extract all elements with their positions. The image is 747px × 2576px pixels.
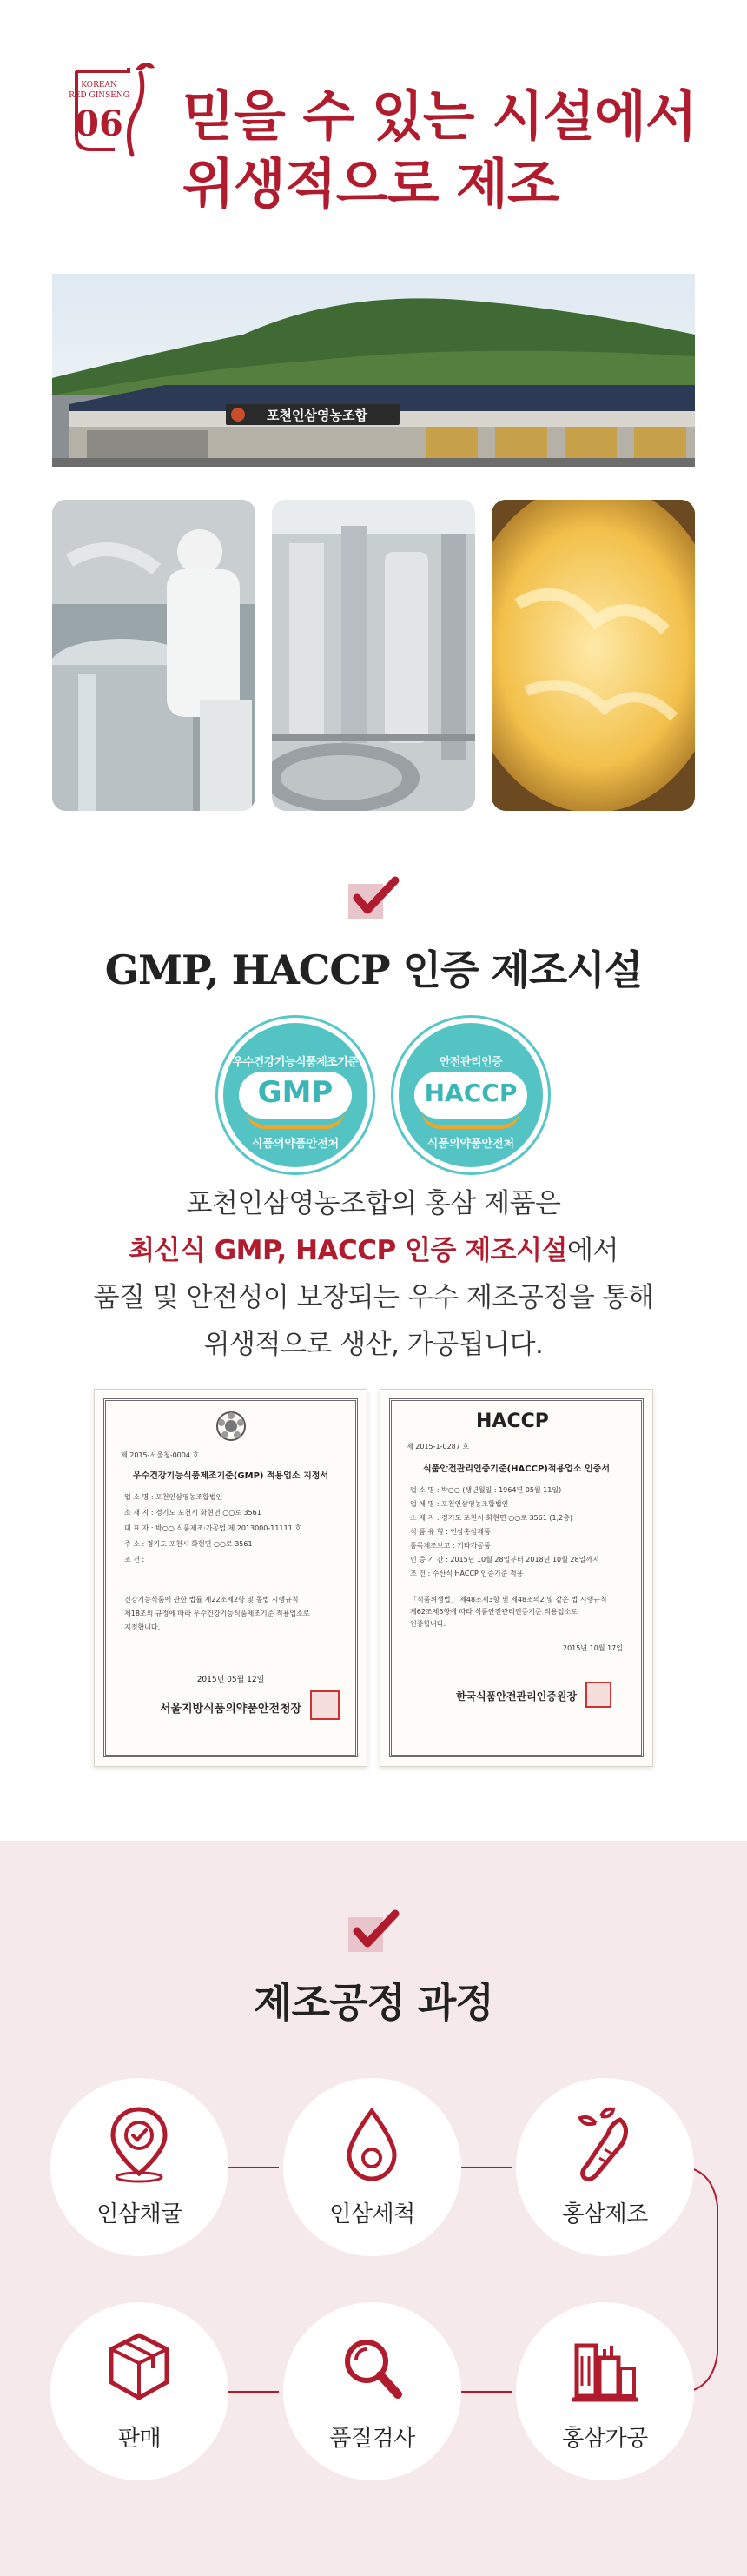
haccp-logo xyxy=(391,1015,551,1175)
process-step-ginseng-wash xyxy=(283,2078,461,2256)
haccp-logo-top-text: 안전관리인증 xyxy=(439,1056,503,1069)
checkbox-check-icon xyxy=(347,1909,400,1954)
location-check-icon xyxy=(104,2104,174,2184)
haccp-cert-number: 제 2015-1-0287 호 xyxy=(407,1443,470,1451)
gmp-description xyxy=(0,1180,747,1368)
process-step-red-ginseng-make xyxy=(516,2078,694,2256)
haccp-cert-issuer: 한국식품안전관리인증원장 xyxy=(455,1690,578,1703)
gmp-logo-inner xyxy=(223,1023,367,1167)
process-title: 제조공정 과정 xyxy=(254,1979,493,2026)
haccp-cert-row: 조 건 : 수산식 HACCP 인증기준 적용 xyxy=(410,1570,524,1577)
haccp-certificate-document xyxy=(380,1389,653,1767)
headline-line2: 위생적으로 제조 xyxy=(182,152,559,216)
gmp-cert-row: 대 표 자 : 박○○ 식품제조·가공업 제 2013000-11111 호 xyxy=(124,1524,301,1532)
gmp-section-title: GMP, HACCP 인증 제조시설 xyxy=(104,946,643,993)
official-stamp xyxy=(585,1682,611,1708)
magnifier-icon xyxy=(337,2328,407,2408)
worker-at-tank-photo xyxy=(52,500,255,811)
badge-line1: KOREAN xyxy=(81,81,117,90)
gmp-cert-title: 우수건강기능식품제조기준(GMP) 적용업소 지정서 xyxy=(132,1471,329,1481)
desc-highlight: 최신식 GMP, HACCP 인증 제조시설 xyxy=(129,1235,568,1266)
government-emblem-icon xyxy=(214,1409,248,1444)
process-step-red-ginseng-process xyxy=(516,2302,694,2480)
gmp-cert-body: 제18조의 규정에 따라 우수건강기능식품제조기준 적용업소로 xyxy=(124,1610,310,1617)
checkbox-check-icon xyxy=(347,875,400,920)
box-icon xyxy=(104,2328,174,2408)
process-step-label: 판매 xyxy=(117,2426,162,2452)
headline-line1: 믿을 수 있는 시설에서 xyxy=(182,84,697,148)
gmp-cert-body: 건강기능식품에 관한 법률 제22조제2항 및 동법 시행규칙 xyxy=(124,1596,299,1603)
desc-line4: 위생적으로 생산, 가공됩니다. xyxy=(203,1329,544,1360)
red-ginseng-badge xyxy=(61,52,167,165)
gmp-cert-body: 지정합니다. xyxy=(124,1623,161,1631)
gmp-cert-row: 조 건 : xyxy=(124,1556,145,1564)
haccp-logo-word: HACCP xyxy=(424,1079,518,1107)
gmp-cert-row: 주 소 : 경기도 포천시 화현면 ○○로 3561 xyxy=(124,1540,253,1548)
process-step-sales xyxy=(50,2302,228,2480)
haccp-cert-body: 「식품위생법」 제48조제3항 및 제48조의2 및 같은 법 시행규칙 xyxy=(410,1596,607,1603)
process-connector xyxy=(461,2391,512,2393)
haccp-cert-header: HACCP xyxy=(476,1411,549,1432)
process-step-label: 인삼세척 xyxy=(329,2201,415,2227)
haccp-logo-bottom-text: 식품의약품안전처 xyxy=(426,1138,515,1151)
process-step-label: 홍삼제조 xyxy=(562,2201,648,2227)
production-photo-row xyxy=(52,500,695,811)
desc-line2-rest: 에서 xyxy=(567,1235,618,1266)
haccp-cert-row: 품목제조보고 : 기타가공품 xyxy=(410,1542,491,1550)
water-drop-icon xyxy=(337,2104,407,2184)
gmp-cert-issuer: 서울지방식품의약품안전청장 xyxy=(159,1703,302,1716)
badge-line2: RED GINSENG xyxy=(69,91,129,100)
gmp-cert-number: 제 2015-서울청-0004 호 xyxy=(121,1451,200,1459)
haccp-cert-body: 제62조제5항에 따라 식품안전관리인증기준 적용업소로 xyxy=(410,1608,578,1616)
stainless-steel-equipment-photo xyxy=(272,500,475,811)
process-section xyxy=(0,1841,747,2576)
haccp-logo-inner xyxy=(399,1023,543,1167)
desc-line1: 포천인삼영농조합의 홍삼 제품은 xyxy=(186,1188,561,1219)
haccp-cert-row: 식 품 유 형 : 인삼홍삼제품 xyxy=(410,1528,491,1536)
ginseng-processing-photo xyxy=(492,500,695,811)
process-connector xyxy=(228,2167,279,2168)
official-stamp xyxy=(310,1690,340,1720)
gmp-logo-bottom-text: 식품의약품안전처 xyxy=(251,1138,340,1151)
gmp-logo-word: GMP xyxy=(257,1075,334,1110)
gmp-logo-top-text: 우수건강기능식품제조기준 xyxy=(232,1056,359,1069)
haccp-cert-row: 업 체 명 : 포천인삼영농조합법인 xyxy=(410,1500,509,1508)
haccp-cert-title: 식품안전관리인증기준(HACCP)적용업소 인증서 xyxy=(423,1464,610,1474)
factory-sign-text: 포천인삼영농조합 xyxy=(267,408,367,423)
badge-number: 06 xyxy=(75,103,123,144)
gmp-logo-arc xyxy=(246,1110,345,1129)
process-step-quality-check xyxy=(283,2302,461,2480)
gmp-cert-date: 2015년 05월 12일 xyxy=(196,1676,265,1684)
process-step-ginseng-harvest xyxy=(50,2078,228,2256)
process-connector xyxy=(461,2167,512,2168)
gmp-certificate-document xyxy=(94,1389,367,1767)
haccp-cert-body: 인증합니다. xyxy=(410,1620,446,1628)
process-step-label: 품질검사 xyxy=(329,2426,415,2452)
gmp-cert-row: 업 소 명 : 포천인삼영농조합법인 xyxy=(124,1493,223,1501)
ginseng-root-icon xyxy=(570,2104,639,2184)
haccp-cert-row: 업 소 명 : 박○○ (생년월일 : 1964년 05월 11일) xyxy=(410,1486,562,1494)
desc-line2 xyxy=(0,1227,747,1274)
factory-building-photo xyxy=(52,274,695,467)
process-step-label: 인삼채굴 xyxy=(96,2201,182,2227)
gmp-logo xyxy=(215,1015,375,1175)
factory-icon xyxy=(570,2328,639,2408)
haccp-logo-arc xyxy=(421,1110,520,1129)
section-header xyxy=(52,48,712,216)
process-step-label: 홍삼가공 xyxy=(562,2426,648,2452)
haccp-cert-row: 인 증 기 간 : 2015년 10월 28일부터 2018년 10월 28일까지 xyxy=(410,1556,599,1564)
gmp-cert-row: 소 재 지 : 경기도 포천시 화현면 ○○로 3561 xyxy=(124,1509,261,1517)
haccp-cert-date: 2015년 10월 17일 xyxy=(563,1644,623,1652)
process-connector xyxy=(228,2391,279,2393)
headline xyxy=(182,83,697,218)
haccp-cert-row: 소 재 지 : 경기도 포천시 화현면 ○○로 3561 (1,2층) xyxy=(410,1514,573,1522)
desc-line3: 품질 및 안전성이 보장되는 우수 제조공정을 통해 xyxy=(93,1282,654,1313)
